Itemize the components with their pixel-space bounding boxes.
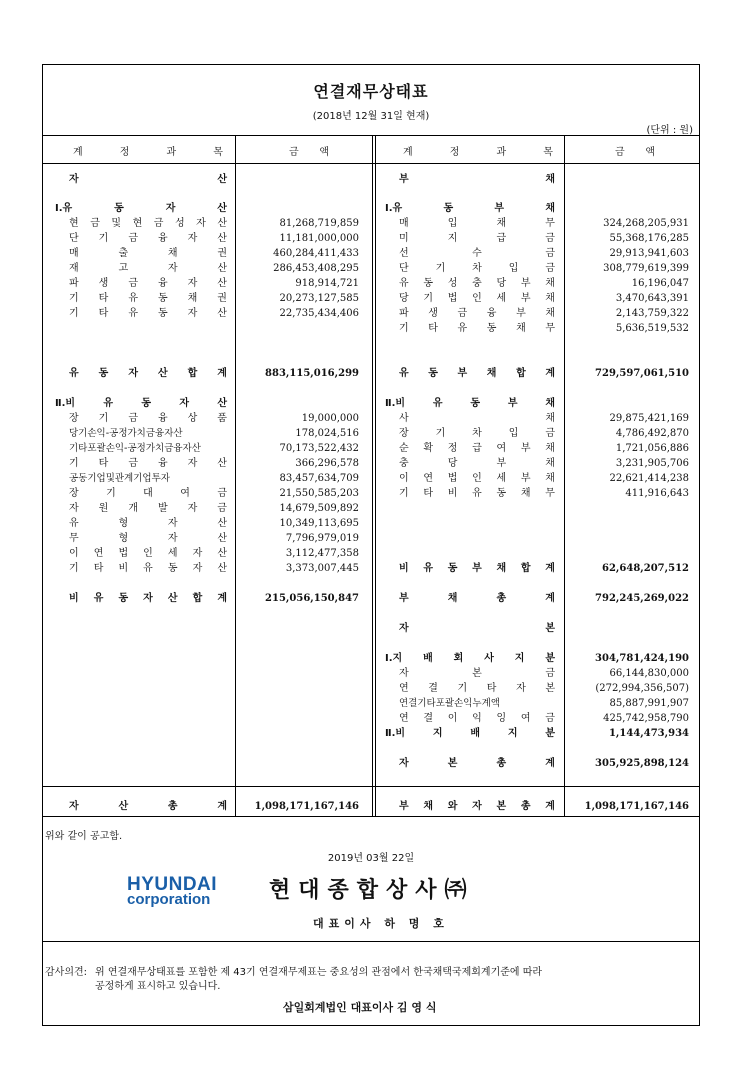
right-account-label: Ⅰ.유 동 부 채 bbox=[385, 203, 555, 214]
left-amount-value: 22,735,434,406 bbox=[279, 308, 359, 319]
right-amount-value: 1,144,473,934 bbox=[608, 728, 689, 739]
left-account-label: 기 타 비 유 동 자 산 bbox=[69, 563, 227, 574]
left-amount-value: 19,000,000 bbox=[301, 413, 359, 424]
right-amount-value: 16,196,047 bbox=[631, 278, 689, 289]
right-amount-value: 411,916,643 bbox=[625, 488, 689, 499]
right-account-label: 연결기타포괄손익누계액 bbox=[399, 698, 500, 709]
left-account-label: 기타포괄손익-공정가치금융자산 bbox=[69, 443, 201, 454]
right-account-label: 기 타 유 동 채 무 bbox=[399, 323, 555, 334]
right-account-label: 순 확 정 급 여 부 채 bbox=[399, 443, 555, 454]
left-amount-value: 460,284,411,433 bbox=[273, 248, 359, 259]
left-account-label: 이 연 법 인 세 자 산 bbox=[69, 548, 227, 559]
left-account-label: 유 동 자 산 합 계 bbox=[69, 368, 227, 379]
left-amount-value: 11,181,000,000 bbox=[279, 233, 359, 244]
right-amount-value: 29,913,941,603 bbox=[609, 248, 689, 259]
right-amount-value: 62,648,207,512 bbox=[602, 563, 689, 574]
page-title: 연결재무상태표 bbox=[313, 82, 429, 101]
right-account-label: 미 지 급 금 bbox=[399, 233, 555, 244]
left-account-label: 장 기 금 융 상 품 bbox=[69, 413, 227, 424]
left-amount-value: 14,679,509,892 bbox=[279, 503, 359, 514]
left-amount-value: 83,457,634,709 bbox=[279, 473, 359, 484]
right-amount-value: 66,144,830,000 bbox=[609, 668, 689, 679]
right-amount-value: 324,268,205,931 bbox=[603, 218, 689, 229]
left-amount-value: 81,268,719,859 bbox=[279, 218, 359, 229]
left-amount-value: 3,373,007,445 bbox=[285, 563, 359, 574]
statement-frame bbox=[42, 64, 700, 1026]
statement-date: (2018년 12월 31일 현재) bbox=[312, 111, 430, 122]
left-amount-value: 918,914,721 bbox=[295, 278, 359, 289]
left-account-label: Ⅰ.유 동 자 산 bbox=[55, 203, 227, 214]
company-name: 현대종합상사㈜ bbox=[269, 878, 475, 903]
left-account-label: 기 타 유 동 자 산 bbox=[69, 308, 227, 319]
left-account-label: 재 고 자 산 bbox=[69, 263, 227, 274]
notice-text: 위와 같이 공고함. bbox=[45, 831, 123, 842]
right-amount-value: 308,779,619,399 bbox=[603, 263, 689, 274]
left-amount-value: 10,349,113,695 bbox=[279, 518, 359, 529]
left-amount-value: 7,796,979,019 bbox=[285, 533, 359, 544]
right-account-label: 자 본 bbox=[399, 623, 555, 634]
left-amount-value: 3,112,477,358 bbox=[285, 548, 359, 559]
right-account-header: 계 정 과 목 bbox=[403, 147, 553, 158]
left-amount-value: 366,296,578 bbox=[295, 458, 359, 469]
left-account-label: 유 형 자 산 bbox=[69, 518, 227, 529]
right-account-label: Ⅱ.비 유 동 부 채 bbox=[385, 398, 555, 409]
left-amount-value: 70,173,522,432 bbox=[279, 443, 359, 454]
audit-top-rule bbox=[43, 941, 699, 942]
left-account-label: Ⅱ.비 유 동 자 산 bbox=[55, 398, 227, 409]
right-account-label: 부 채 bbox=[399, 174, 555, 185]
logo-line-1: HYUNDAI bbox=[127, 874, 218, 895]
right-amount-value: 3,231,905,706 bbox=[615, 458, 689, 469]
unit-label: (단위 : 원) bbox=[646, 125, 693, 136]
left-amount-value: 178,024,516 bbox=[295, 428, 359, 439]
right-account-label: 부 채 와 자 본 총 계 bbox=[399, 801, 555, 812]
right-account-label: 연 결 이 익 잉 여 금 bbox=[399, 713, 555, 724]
right-amount-value: 304,781,424,190 bbox=[595, 653, 689, 664]
right-account-label: 사 채 bbox=[399, 413, 555, 424]
left-account-header: 계 정 과 목 bbox=[73, 147, 223, 158]
left-account-label: 장 기 대 여 금 bbox=[69, 488, 227, 499]
right-amount-value: 425,742,958,790 bbox=[603, 713, 689, 724]
notice-date: 2019년 03월 22일 bbox=[327, 853, 415, 864]
right-account-label: 자 본 총 계 bbox=[399, 758, 555, 769]
right-amount-value: 1,721,056,886 bbox=[615, 443, 689, 454]
right-account-label: Ⅰ.지 배 회 사 지 분 bbox=[385, 653, 555, 664]
header-top-rule bbox=[43, 135, 699, 136]
right-amount-value: 1,098,171,167,146 bbox=[584, 801, 689, 812]
left-account-label: 현 금 및 현 금 성 자 산 bbox=[69, 218, 227, 229]
right-account-label: 비 유 동 부 채 합 계 bbox=[399, 563, 555, 574]
logo-line-2: corporation bbox=[127, 891, 211, 908]
right-account-label: 자 본 금 bbox=[399, 668, 555, 679]
header-bottom-rule bbox=[43, 163, 699, 164]
right-account-label: Ⅱ.비 지 배 지 분 bbox=[385, 728, 555, 739]
right-account-label: 선 수 금 bbox=[399, 248, 555, 259]
left-account-label: 무 형 자 산 bbox=[69, 533, 227, 544]
left-account-label: 기 타 유 동 채 권 bbox=[69, 293, 227, 304]
left-amount-value: 286,453,408,295 bbox=[273, 263, 359, 274]
left-amount-value: 20,273,127,585 bbox=[279, 293, 359, 304]
audit-opinion-line-1: 위 연결재무상태표를 포함한 제 43기 연결재무제표는 중요성의 관점에서 한국채택국제회계기준에 따라 bbox=[95, 967, 543, 978]
right-amount-value: 5,636,519,532 bbox=[615, 323, 689, 334]
left-account-label: 파 생 금 융 자 산 bbox=[69, 278, 227, 289]
right-account-label: 기 타 비 유 동 채 무 bbox=[399, 488, 555, 499]
right-amount-value: 29,875,421,169 bbox=[609, 413, 689, 424]
right-account-label: 유 동 부 채 합 계 bbox=[399, 368, 555, 379]
left-amount-value: 1,098,171,167,146 bbox=[254, 801, 359, 812]
right-account-label: 장 기 차 입 금 bbox=[399, 428, 555, 439]
column-divider-2 bbox=[372, 135, 373, 816]
table-bottom-rule bbox=[43, 816, 699, 817]
left-account-label: 기 타 금 융 자 산 bbox=[69, 458, 227, 469]
right-amount-header: 금 액 bbox=[615, 147, 655, 158]
right-amount-value: 729,597,061,510 bbox=[595, 368, 689, 379]
left-account-label: 공동기업및관계기업투자 bbox=[69, 473, 170, 484]
right-amount-value: 55,368,176,285 bbox=[609, 233, 689, 244]
left-account-label: 비 유 동 자 산 합 계 bbox=[69, 593, 227, 604]
right-amount-value: 85,887,991,907 bbox=[609, 698, 689, 709]
left-amount-header: 금 액 bbox=[289, 147, 329, 158]
left-account-label: 단 기 금 융 자 산 bbox=[69, 233, 227, 244]
right-account-label: 단 기 차 입 금 bbox=[399, 263, 555, 274]
right-account-label: 이 연 법 인 세 부 채 bbox=[399, 473, 555, 484]
right-amount-value: 4,786,492,870 bbox=[615, 428, 689, 439]
left-account-label: 매 출 채 권 bbox=[69, 248, 227, 259]
right-amount-value: (272,994,356,507) bbox=[595, 683, 689, 694]
left-account-label: 자 원 개 발 자 금 bbox=[69, 503, 227, 514]
audit-opinion-label: 감사의견: bbox=[45, 967, 88, 978]
right-account-label: 연 결 기 타 자 본 bbox=[399, 683, 555, 694]
left-account-label: 자 산 총 계 bbox=[69, 801, 227, 812]
right-amount-value: 792,245,269,022 bbox=[595, 593, 689, 604]
right-account-label: 충 당 부 채 bbox=[399, 458, 555, 469]
right-amount-value: 22,621,414,238 bbox=[609, 473, 689, 484]
auditor-name: 삼일회계법인 대표이사 김 영 식 bbox=[283, 1001, 437, 1014]
total-top-rule bbox=[43, 786, 699, 787]
right-account-label: 유 동 성 충 당 부 채 bbox=[399, 278, 555, 289]
right-amount-value: 305,925,898,124 bbox=[595, 758, 689, 769]
right-amount-value: 3,470,643,391 bbox=[615, 293, 689, 304]
right-account-label: 파 생 금 융 부 채 bbox=[399, 308, 555, 319]
left-amount-value: 883,115,016,299 bbox=[265, 368, 359, 379]
hyundai-logo bbox=[127, 874, 218, 908]
left-account-label: 자 산 bbox=[69, 174, 227, 185]
right-amount-value: 2,143,759,322 bbox=[615, 308, 689, 319]
column-divider-3 bbox=[375, 135, 376, 816]
audit-opinion-line-2: 공정하게 표시하고 있습니다. bbox=[95, 981, 221, 992]
left-account-label: 당기손익-공정가치금융자산 bbox=[69, 428, 183, 439]
left-amount-value: 21,550,585,203 bbox=[279, 488, 359, 499]
right-account-label: 당 기 법 인 세 부 채 bbox=[399, 293, 555, 304]
representative-name: 대표이사 하 명 호 bbox=[313, 917, 449, 930]
right-account-label: 매 입 채 무 bbox=[399, 218, 555, 229]
right-account-label: 부 채 총 계 bbox=[399, 593, 555, 604]
left-amount-value: 215,056,150,847 bbox=[265, 593, 359, 604]
